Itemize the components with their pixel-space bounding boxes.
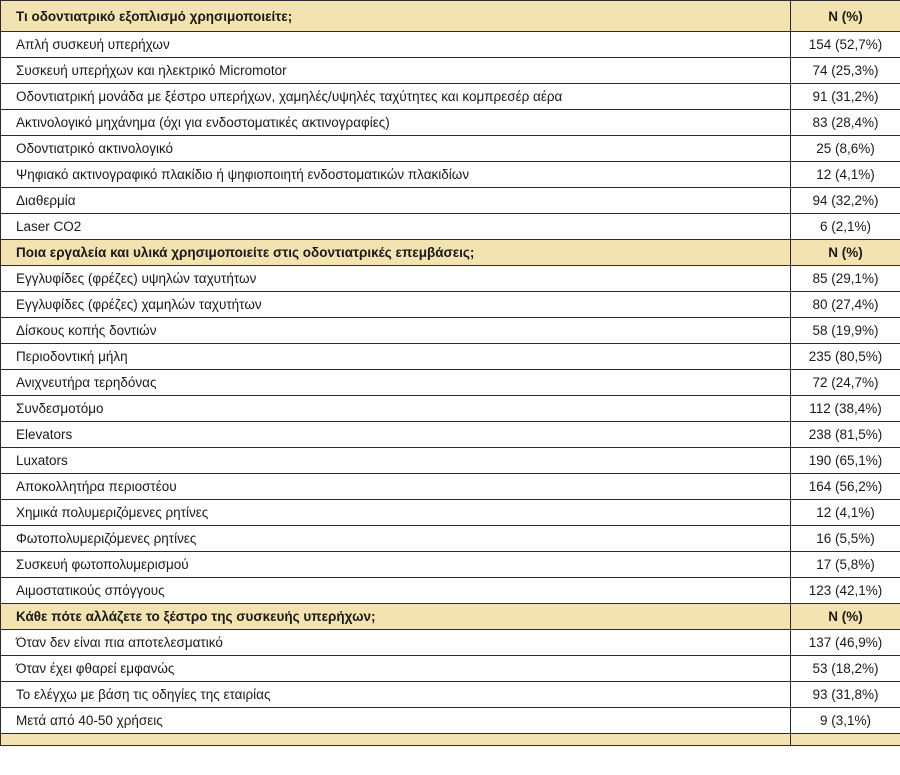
table-row — [1, 526, 900, 552]
table-row — [1, 214, 900, 240]
row-label: Χημικά πολυμεριζόμενες ρητίνες — [1, 500, 791, 526]
section-title: Κάθε πότε αλλάζετε το ξέστρο της συσκευής υπερήχων; — [1, 604, 791, 630]
row-value: 112 (38,4%) — [791, 396, 900, 422]
row-value: 74 (25,3%) — [791, 58, 900, 84]
column-header-n-percent: N (%) — [791, 1, 900, 32]
row-label: Ψηφιακό ακτινογραφικό πλακίδιο ή ψηφιοποιητή ενδοστοματικών πλακιδίων — [1, 162, 791, 188]
row-label: Αιμοστατικούς σπόγγους — [1, 578, 791, 604]
row-label: Αποκολλητήρα περιοστέου — [1, 474, 791, 500]
table-row — [1, 448, 900, 474]
row-value: 16 (5,5%) — [791, 526, 900, 552]
row-value: 154 (52,7%) — [791, 32, 900, 58]
row-value: 238 (81,5%) — [791, 422, 900, 448]
row-value: 94 (32,2%) — [791, 188, 900, 214]
section-header-row — [1, 1, 900, 32]
table-row — [1, 292, 900, 318]
row-label: Διαθερμία — [1, 188, 791, 214]
table-row — [1, 474, 900, 500]
table-row — [1, 396, 900, 422]
row-value: 53 (18,2%) — [791, 656, 900, 682]
row-value: 85 (29,1%) — [791, 266, 900, 292]
row-label: Όταν έχει φθαρεί εμφανώς — [1, 656, 791, 682]
table-row — [1, 344, 900, 370]
table-row — [1, 110, 900, 136]
row-value: 9 (3,1%) — [791, 708, 900, 734]
column-header-n-percent: N (%) — [791, 240, 900, 266]
table-row — [1, 84, 900, 110]
section-header-row — [1, 604, 900, 630]
table-row — [1, 656, 900, 682]
row-value: 58 (19,9%) — [791, 318, 900, 344]
row-value: 12 (4,1%) — [791, 500, 900, 526]
row-label: Ακτινολογικό μηχάνημα (όχι για ενδοστοματικές ακτινογραφίες) — [1, 110, 791, 136]
row-value: 83 (28,4%) — [791, 110, 900, 136]
row-label: Δίσκους κοπής δοντιών — [1, 318, 791, 344]
row-label: Οδοντιατρικό ακτινολογικό — [1, 136, 791, 162]
row-value: 80 (27,4%) — [791, 292, 900, 318]
row-value: 235 (80,5%) — [791, 344, 900, 370]
row-value: 190 (65,1%) — [791, 448, 900, 474]
row-label: Το ελέγχω με βάση τις οδηγίες της εταιρίας — [1, 682, 791, 708]
table-row — [1, 188, 900, 214]
section-header-row — [1, 240, 900, 266]
row-value: 72 (24,7%) — [791, 370, 900, 396]
table-row — [1, 422, 900, 448]
row-value: 91 (31,2%) — [791, 84, 900, 110]
row-value: 12 (4,1%) — [791, 162, 900, 188]
row-value: 164 (56,2%) — [791, 474, 900, 500]
table-row — [1, 630, 900, 656]
row-label: Περιοδοντική μήλη — [1, 344, 791, 370]
row-label: Εγγλυφίδες (φρέζες) χαμηλών ταχυτήτων — [1, 292, 791, 318]
row-value: 25 (8,6%) — [791, 136, 900, 162]
table-row — [1, 578, 900, 604]
row-label: Συσκευή φωτοπολυμερισμού — [1, 552, 791, 578]
table-row — [1, 58, 900, 84]
table-row — [1, 32, 900, 58]
row-value: 123 (42,1%) — [791, 578, 900, 604]
section-title: Ποια εργαλεία και υλικά χρησιμοποιείτε στις οδοντιατρικές επεμβάσεις; — [1, 240, 791, 266]
table-row — [1, 500, 900, 526]
row-label: Ανιχνευτήρα τερηδόνας — [1, 370, 791, 396]
footer-cell — [791, 734, 900, 746]
row-value: 93 (31,8%) — [791, 682, 900, 708]
row-value: 137 (46,9%) — [791, 630, 900, 656]
row-label: Φωτοπολυμεριζόμενες ρητίνες — [1, 526, 791, 552]
table-row — [1, 162, 900, 188]
row-label: Μετά από 40-50 χρήσεις — [1, 708, 791, 734]
row-label: Συνδεσμοτόμο — [1, 396, 791, 422]
row-label: Laser CO2 — [1, 214, 791, 240]
table-body — [1, 1, 900, 746]
table-row — [1, 266, 900, 292]
column-header-n-percent: N (%) — [791, 604, 900, 630]
table-row — [1, 318, 900, 344]
row-label: Luxators — [1, 448, 791, 474]
row-label: Εγγλυφίδες (φρέζες) υψηλών ταχυτήτων — [1, 266, 791, 292]
table-row — [1, 682, 900, 708]
row-label: Απλή συσκευή υπερήχων — [1, 32, 791, 58]
row-label: Συσκευή υπερήχων και ηλεκτρικό Micromotor — [1, 58, 791, 84]
table-row — [1, 136, 900, 162]
table-row — [1, 552, 900, 578]
section-title: Τι οδοντιατρικό εξοπλισμό χρησιμοποιείτε; — [1, 1, 791, 32]
row-label: Elevators — [1, 422, 791, 448]
row-value: 17 (5,8%) — [791, 552, 900, 578]
footer-cell — [1, 734, 791, 746]
table-row — [1, 708, 900, 734]
table-row — [1, 370, 900, 396]
row-label: Όταν δεν είναι πια αποτελεσματικό — [1, 630, 791, 656]
table-footer-row — [1, 734, 900, 746]
row-label: Οδοντιατρική μονάδα με ξέστρο υπερήχων, χαμηλές/υψηλές ταχύτητες και κομπρεσέρ αέρα — [1, 84, 791, 110]
row-value: 6 (2,1%) — [791, 214, 900, 240]
